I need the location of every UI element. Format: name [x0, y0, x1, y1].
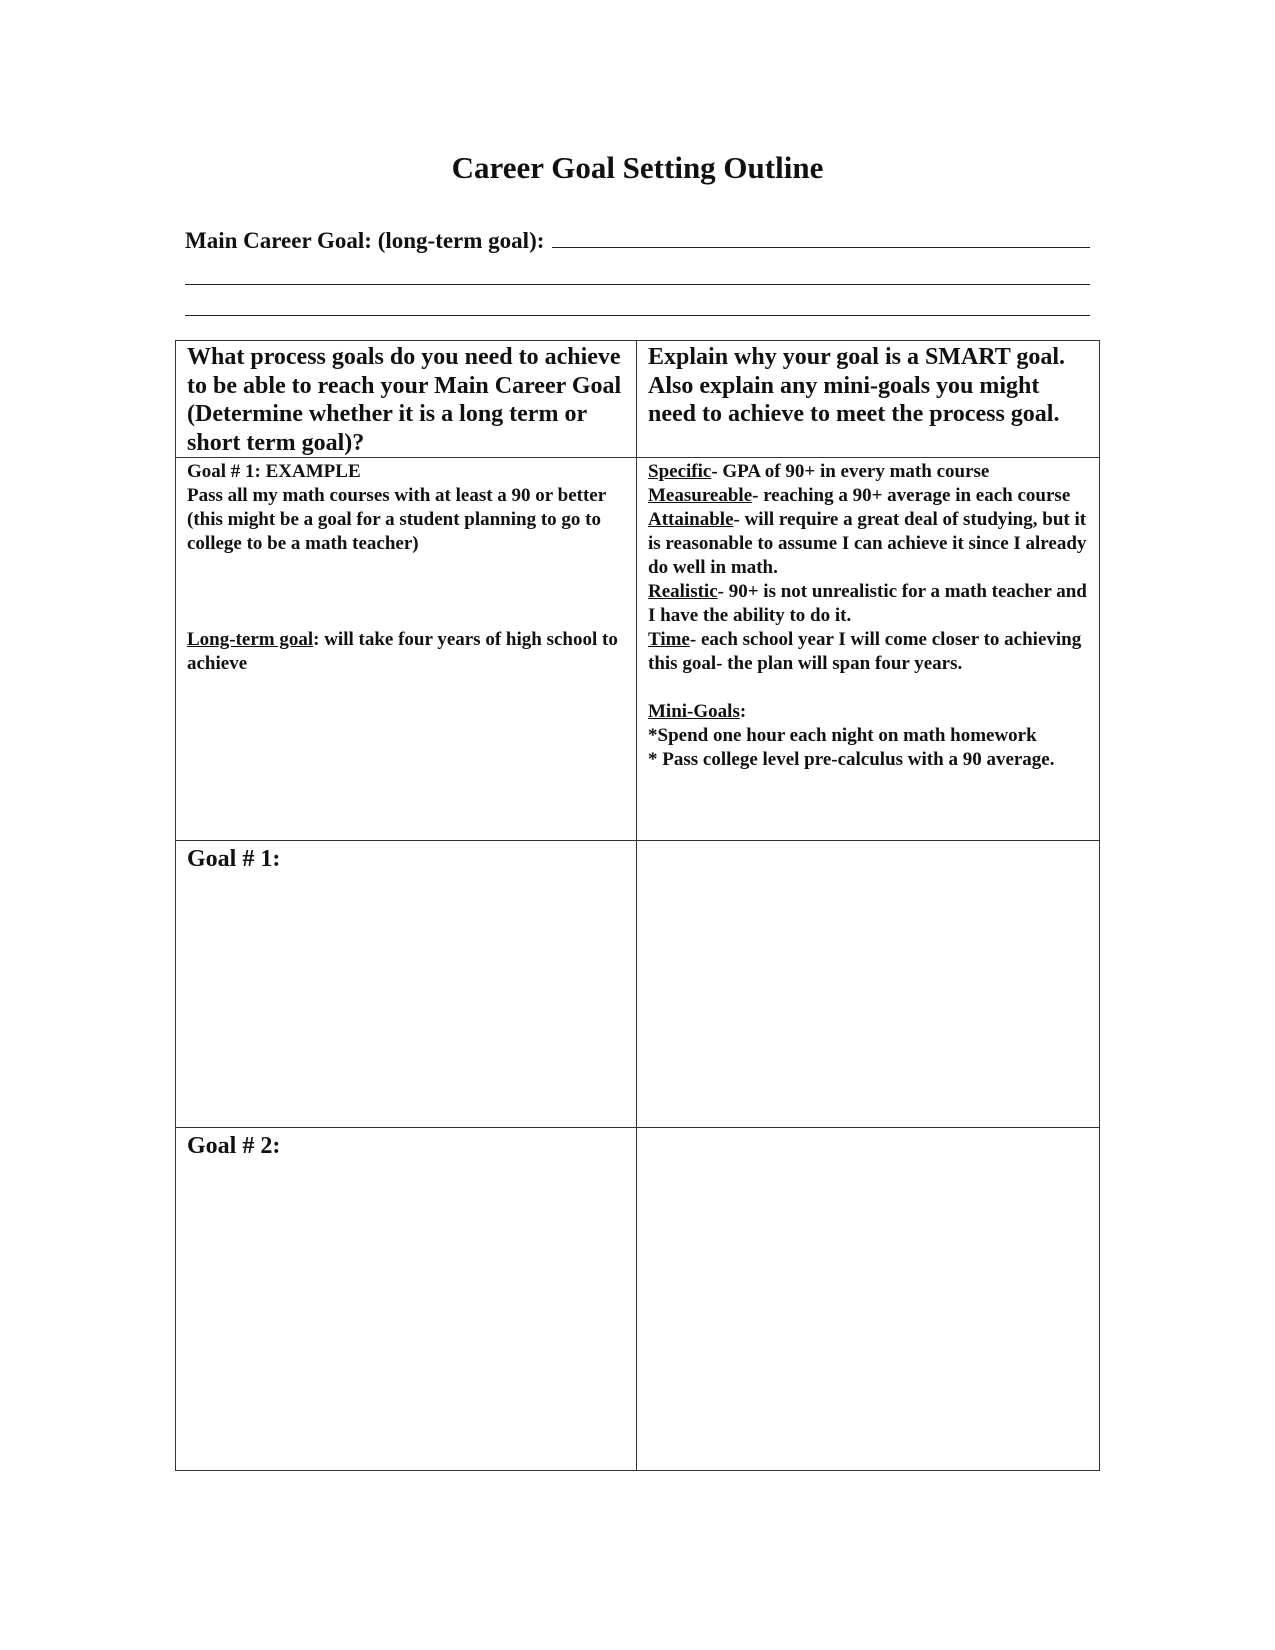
realistic-text: - 90+ is not unrealistic for a math teacher and I have the ability to do it. [648, 581, 1087, 626]
smart-time [648, 628, 1089, 676]
goal-1-smart-cell[interactable] [637, 841, 1100, 1128]
mini-goal-item: * Pass college level pre-calculus with a 90 average. [648, 749, 1055, 770]
specific-text: - GPA of 90+ in every math course [711, 461, 990, 482]
goal-1-label: Goal # 1: [187, 846, 281, 872]
main-career-goal-row [185, 222, 1090, 254]
main-career-goal-blank-2[interactable] [185, 254, 1090, 285]
realistic-label: Realistic [648, 581, 718, 602]
long-term-goal-text: : will take four years of high school to achieve [187, 629, 618, 674]
long-term-goal-label: Long-term goal [187, 629, 314, 650]
goal-2-label: Goal # 2: [187, 1133, 281, 1159]
table-row-goal-2 [176, 1128, 1100, 1471]
table-header-row [176, 341, 1100, 458]
main-career-goal-section [185, 222, 1090, 316]
smart-measureable [648, 484, 1089, 508]
table-row-example [176, 458, 1100, 841]
main-career-goal-label: Main Career Goal: (long-term goal): [185, 228, 545, 253]
goal-1-cell[interactable] [176, 841, 637, 1128]
smart-attainable [648, 508, 1089, 580]
header-smart-explanation: Explain why your goal is a SMART goal. Also explain any mini-goals you might need to achieve to meet the process goal. [637, 341, 1100, 458]
example-goal-cell [176, 458, 637, 841]
example-smart-cell [637, 458, 1100, 841]
mini-goals-label: Mini-Goals [648, 701, 740, 722]
header-process-goals: What process goals do you need to achieve to be able to reach your Main Career Goal (Determine whether it is a long term or short term goal)? [176, 341, 637, 458]
smart-realistic [648, 580, 1089, 628]
table-row-goal-1 [176, 841, 1100, 1128]
smart-specific [648, 460, 1089, 484]
measureable-text: - reaching a 90+ average in each course [752, 485, 1071, 506]
time-label: Time [648, 629, 690, 650]
example-goal-term [187, 628, 626, 676]
specific-label: Specific [648, 461, 712, 482]
main-career-goal-blank-3[interactable] [185, 285, 1090, 316]
goal-2-smart-cell[interactable] [637, 1128, 1100, 1471]
example-goal-description: Pass all my math courses with at least a 90 or better (this might be a goal for a student planning to go to college to be a math teacher) [187, 485, 606, 554]
goal-outline-table [175, 340, 1100, 1471]
page-title: Career Goal Setting Outline [451, 150, 824, 185]
mini-goal-item: *Spend one hour each night on math homework [648, 725, 1037, 746]
mini-goals-heading [648, 700, 1089, 724]
attainable-label: Attainable [648, 509, 734, 530]
main-career-goal-blank-1[interactable] [552, 246, 1090, 248]
time-text: - each school year I will come closer to achieving this goal- the plan will span four years. [648, 629, 1082, 674]
attainable-text: - will require a great deal of studying, but it is reasonable to assume I can achieve it since I already do well in math. [648, 509, 1087, 578]
example-goal-heading: Goal # 1: EXAMPLE [187, 461, 361, 482]
mini-goals-colon: : [739, 701, 747, 722]
goal-2-cell[interactable] [176, 1128, 637, 1471]
measureable-label: Measureable [648, 485, 753, 506]
